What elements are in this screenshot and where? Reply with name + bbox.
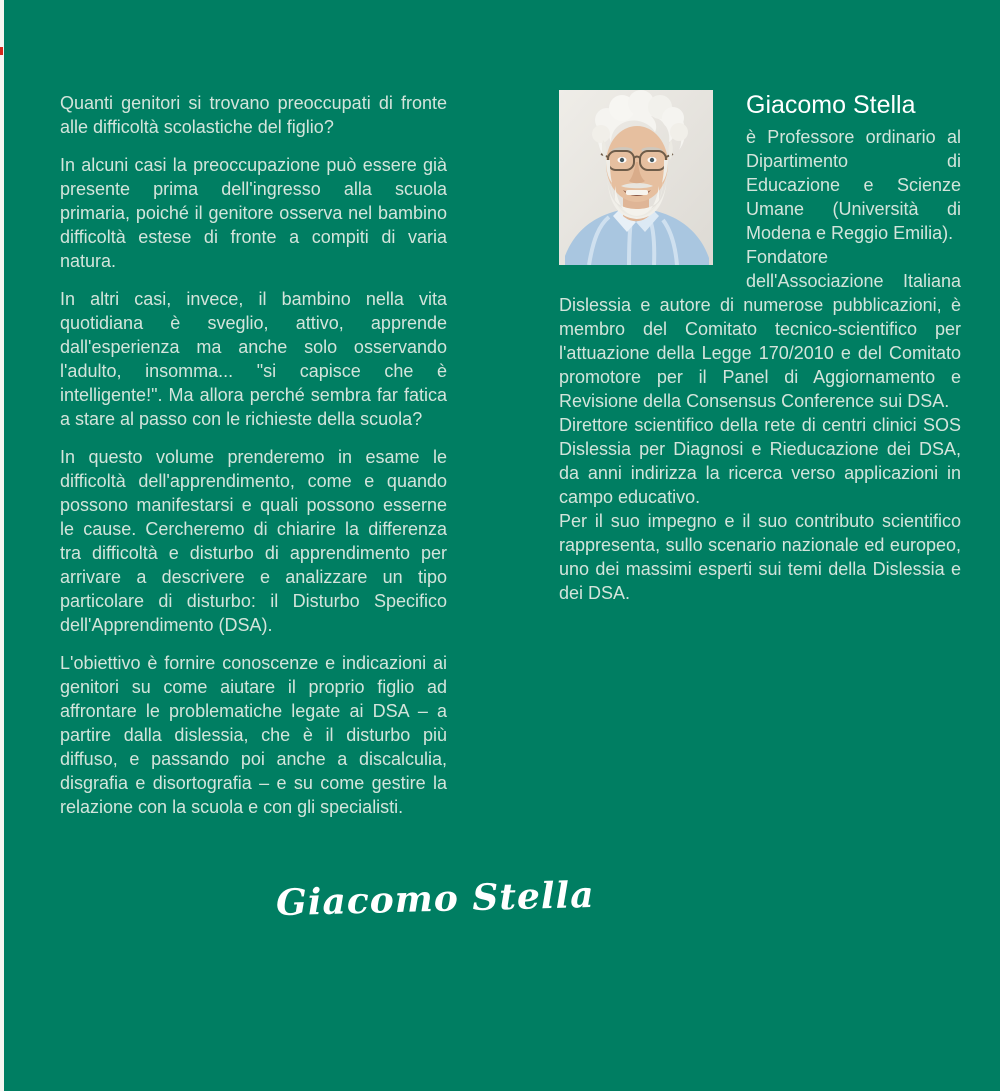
paragraph: In alcuni casi la preoccupazione può essere già presente prima dell'ingresso alla scuola primaria, poiché il genitore osserva nel bambino difficoltà estese di fronte a compiti di varia natura. — [60, 155, 447, 271]
author-photo — [559, 90, 713, 265]
author-portrait-icon — [559, 90, 713, 265]
paragraph: In altri casi, invece, il bambino nella vita quotidiana è sveglio, attivo, apprende dall'esperienza ma anche solo osservando l'adulto, insomma... "si capisce che è intelligente!". Ma allora perché sembra far fatica a stare al passo con le richieste della scuola? — [60, 289, 447, 429]
paragraph: Fondatore dell'Associazione Italiana Dislessia e autore di numerose pubblicazioni, è membro del Comitato tecnico-scientifico per l'attuazione della Legge 170/2010 e del Comitato promotore per il Panel di Aggiornamento e Revisione della Consensus Conference sui DSA. — [559, 247, 961, 411]
author-signature: Giacomo Stella — [275, 873, 596, 925]
paragraph: In questo volume prenderemo in esame le difficoltà dell'apprendimento, come e quando possono manifestarsi e quali possono esserne le cause. Cercheremo di chiarire la differenza tra difficoltà e disturbo di apprendimento per arrivare a descrivere e analizzare un tipo particolare di disturbo: il Disturbo Specifico dell'Apprendimento (DSA). — [60, 447, 447, 635]
author-name: Giacomo Stella — [746, 91, 916, 119]
synopsis-column — [60, 91, 447, 833]
bio-column — [559, 88, 961, 605]
spine-strip — [0, 0, 4, 1091]
paragraph: L'obiettivo è fornire conoscenze e indicazioni ai genitori su come aiutare il proprio figlio ad affrontare le problematiche legate ai DSA – a partire dalla dislessia, che è il disturbo più diffuso, e passando poi anche a discalculia, disgrafia e disortografia – e su come gestire la relazione con la scuola e con gli specialisti. — [60, 653, 447, 817]
paragraph: Per il suo impegno e il suo contributo scientifico rappresenta, sullo scenario nazionale ed europeo, uno dei massimi esperti sui temi della Dislessia e dei DSA. — [559, 511, 961, 603]
print-registration-mark — [0, 47, 3, 55]
paragraph: è Professore ordinario al Dipartimento di Educazione e Scienze Umane (Università di Modena e Reggio Emilia). — [746, 127, 961, 243]
paragraph: Quanti genitori si trovano preoccupati di fronte alle difficoltà scolastiche del figlio? — [60, 93, 447, 137]
paragraph: Direttore scientifico della rete di centri clinici SOS Dislessia per Diagnosi e Rieducazione dei DSA, da anni indirizza la ricerca verso applicazioni in campo educativo. — [559, 415, 961, 507]
